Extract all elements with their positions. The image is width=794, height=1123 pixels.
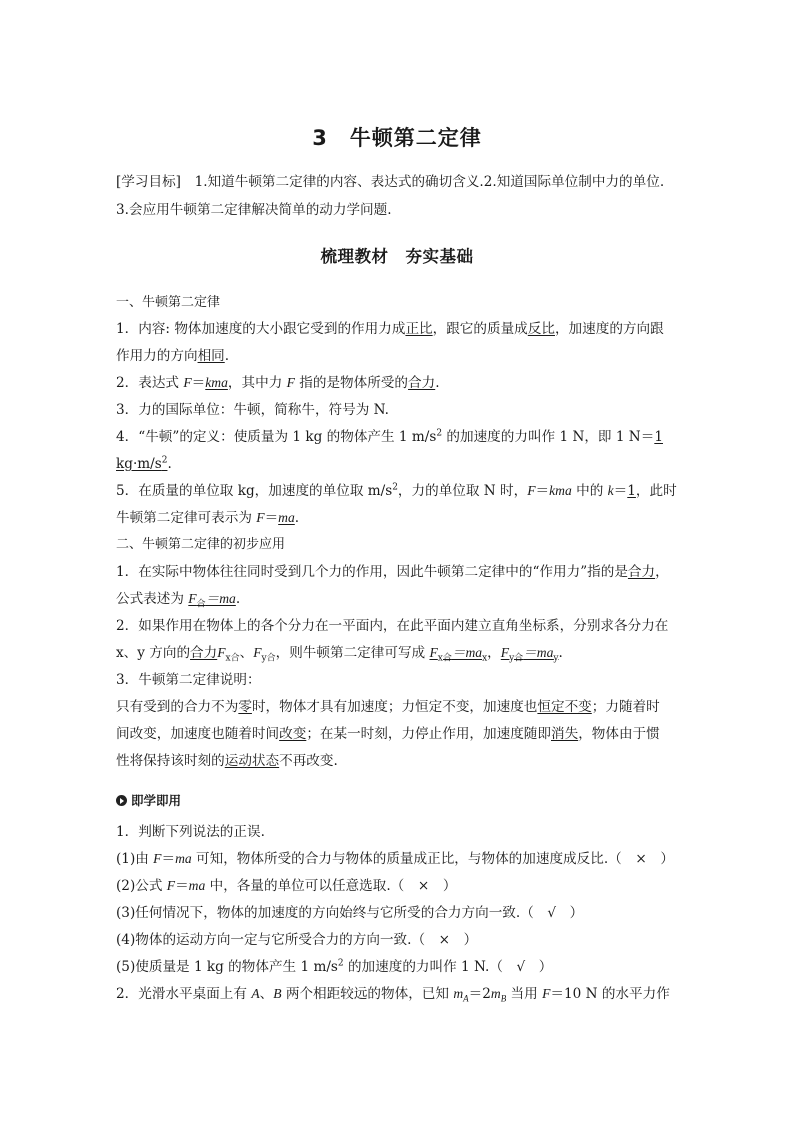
statement-3 [116, 904, 678, 922]
answer-blank: 消失 [551, 726, 579, 742]
text: . [294, 510, 300, 526]
part1-item1-line2 [116, 347, 678, 365]
text: . [435, 375, 440, 391]
symbol: kma [549, 483, 572, 498]
part2-item3-line3 [116, 752, 678, 770]
part2-item3-heading: 3．牛顿第二定律说明： [116, 672, 261, 688]
symbol: m [453, 986, 464, 1001]
page-title: 3 牛顿第二定律 [312, 126, 482, 150]
symbol: F [286, 375, 295, 390]
practice-heading: 即学即用 [131, 793, 182, 808]
symbol: F [500, 645, 510, 660]
text: ，其中力 [227, 375, 287, 391]
part1-item4-line1 [116, 428, 678, 446]
text: . [224, 348, 230, 364]
symbol: k [607, 483, 614, 498]
text: ；在某一时刻，力停止作用，加速度随即 [306, 726, 551, 742]
objectives-line-1 [116, 173, 678, 191]
answer-blank: 改变 [279, 726, 307, 742]
text: ， [655, 564, 669, 580]
part1-item2 [116, 374, 678, 392]
answer-blank [188, 591, 236, 610]
answer-blank: 1 [627, 483, 636, 499]
play-circle-icon [116, 795, 127, 806]
text: ＝ [191, 375, 206, 391]
text: 只有受到的合力不为 [116, 699, 239, 715]
answer-blank [116, 456, 167, 472]
answer-blank: 正比 [405, 321, 433, 337]
section-title: 梳理教材 夯实基础 [320, 247, 474, 266]
part1-item4-line2 [116, 455, 678, 473]
text: 间改变，加速度也随着时间 [116, 726, 280, 742]
text: . [235, 591, 241, 607]
statement-4 [116, 931, 678, 949]
text: 不再改变. [279, 753, 338, 769]
text: ＝ [161, 851, 176, 867]
part1-item1-line1 [116, 320, 678, 338]
part2-heading: 二、牛顿第二定律的初步应用 [116, 537, 286, 552]
text: 两个相距较远的物体，已知 [281, 986, 454, 1002]
symbol: F [183, 375, 192, 390]
text: ，力的单位取 N 时， [397, 483, 528, 499]
answer-blank: 合力 [627, 564, 656, 580]
text: 可知，物体所受的合力与物体的质量成正比，与物体的加速度成反比. [191, 851, 609, 867]
objectives-text-1: 1.知道牛顿第二定律的内容、表达式的确切含义.2.知道国际单位制中力的单位. [194, 174, 665, 190]
text: ＝ [613, 483, 628, 499]
text: (4)物体的运动方向一定与它所受合力的方向一致. [116, 932, 412, 948]
part2-item2-line2 [116, 644, 678, 662]
text: 2．表达式 [116, 375, 184, 391]
part2-item1-line1 [116, 563, 678, 581]
answer-mark: （ √ ） [520, 905, 584, 921]
symbol: ＝ma [451, 645, 483, 660]
part1-heading: 一、牛顿第二定律 [116, 295, 221, 310]
text: 1．在实际中物体往往同时受到几个力的作用，因此牛顿第二定律中的“作用力”指的是 [116, 564, 628, 580]
symbol: ma [175, 851, 192, 866]
answer-mark: （ × ） [390, 878, 457, 894]
text: (5)使质量是 1 kg 的物体产生 1 m/s [116, 959, 338, 975]
answer-blank: 合力 [408, 375, 436, 391]
text: ，跟它的质量成 [432, 321, 528, 337]
answer-mark: （ × ） [411, 932, 478, 948]
text: ，此时 [635, 483, 677, 499]
answer-blank: kma [205, 375, 228, 390]
text: 指的是物体所受的 [294, 375, 409, 391]
answer-blank: 零 [238, 699, 252, 715]
practice-q2 [116, 985, 678, 1003]
text: 1．内容: 物体加速度的大小跟它受到的作用力成 [116, 321, 406, 337]
symbol: ma [188, 878, 206, 893]
subscript: y合 [509, 653, 524, 664]
statement-1 [116, 850, 678, 868]
superscript: 2 [161, 455, 168, 466]
text: 当用 [506, 986, 543, 1002]
part2-item3-line2 [116, 725, 678, 743]
symbol: B [273, 986, 282, 1001]
text: 中，各量的单位可以任意选取. [205, 878, 391, 894]
practice-q1: 1．判断下列说法的正误. [116, 824, 265, 840]
text: ＝10 N 的水平力作 [550, 986, 670, 1002]
text: 作用力的方向 [116, 348, 198, 364]
part2-item2-line1: 2．如果作用在物体上的各个分力在一平面内，在此平面内建立直角坐标系，分别求各分力在 [116, 618, 669, 634]
subscript: x合 [437, 653, 452, 664]
symbol: F [527, 483, 536, 498]
subscript: y合 [261, 653, 276, 664]
symbol: m [490, 986, 501, 1001]
symbol: F [166, 878, 176, 893]
text: ，则牛顿第二定律可写成 [275, 645, 430, 661]
text: 4．“牛顿”的定义：使质量为 1 kg 的物体产生 1 m/s [116, 429, 437, 445]
symbol: ＝ma [523, 645, 554, 660]
symbol: F [188, 591, 197, 606]
practice-heading-row [116, 792, 678, 810]
subscript: B [500, 993, 507, 1004]
answer-mark: （ √ ） [489, 959, 553, 975]
statement-5 [116, 958, 678, 976]
text: (1)由 [116, 851, 154, 867]
answer-mark: （ × ） [608, 851, 674, 867]
superscript: 2 [337, 958, 344, 969]
symbol: F [153, 851, 162, 866]
answer-blank: 反比 [527, 321, 555, 337]
unit: kg·m/s [116, 456, 162, 472]
answer-blank: 1 [654, 429, 663, 445]
text: ，物体由于惯 [578, 726, 660, 742]
objectives-line-2: 3.会应用牛顿第二定律解决简单的动力学问题. [116, 202, 392, 218]
text: ＝ [264, 510, 279, 526]
text: 的加速度的力叫作 1 N，即 1 N＝ [442, 429, 655, 445]
symbol: F [542, 986, 551, 1001]
text: 性将保持该时刻的 [116, 753, 225, 769]
objectives-tag: [学习目标] [116, 174, 181, 190]
part2-item1-line2 [116, 590, 678, 608]
symbol: F [429, 645, 438, 660]
answer-blank [429, 645, 488, 664]
part1-item5-line1 [116, 482, 678, 500]
subscript: 合 [196, 599, 206, 610]
symbol: ＝ma [205, 591, 236, 606]
answer-blank: 运动状态 [224, 753, 280, 769]
answer-blank: 相同 [197, 348, 225, 364]
part2-item3-line1 [116, 698, 678, 716]
text: ＝ [535, 483, 550, 499]
text: 的加速度的力叫作 1 N. [343, 959, 490, 975]
text: 公式表述为 [116, 591, 189, 607]
answer-blank [500, 645, 559, 664]
text: . [558, 645, 563, 661]
answer-blank: 合力 [190, 645, 218, 661]
symbol: A [251, 986, 260, 1001]
text: 、 [239, 645, 254, 661]
text: x、y 方向的 [116, 645, 191, 661]
text: 2．光滑水平桌面上有 [116, 986, 252, 1002]
text: 5．在质量的单位取 kg，加速度的单位取 m/s [116, 483, 393, 499]
text: ，加速度的方向跟 [554, 321, 664, 337]
text: (2)公式 [116, 878, 167, 894]
symbol: F [253, 645, 262, 660]
text: 牛顿第二定律可表示为 [116, 510, 257, 526]
symbol: F [217, 645, 226, 660]
text: (3)任何情况下，物体的加速度的方向始终与它所受的合力方向一致. [116, 905, 521, 921]
text: 、 [259, 986, 274, 1002]
symbol: F [256, 510, 265, 525]
answer-blank: ma [278, 510, 295, 525]
text: ＝2 [468, 986, 491, 1002]
statement-2 [116, 877, 678, 895]
text: ；力随着时 [591, 699, 660, 715]
subscript: y [553, 653, 559, 664]
text: ＝ [175, 878, 189, 894]
text: ， [487, 645, 501, 661]
text: 中的 [571, 483, 608, 499]
subscript: x [482, 653, 488, 664]
part1-item5-line2 [116, 509, 678, 527]
text: 时，物体才具有加速度；力恒定不变，加速度也 [251, 699, 538, 715]
answer-blank: 恒定不变 [537, 699, 592, 715]
subscript: x合 [225, 653, 240, 664]
subscript: A [463, 993, 469, 1004]
superscript: 2 [392, 482, 398, 493]
superscript: 2 [436, 428, 443, 439]
text: . [167, 456, 172, 472]
part1-item3: 3．力的国际单位：牛顿，简称牛，符号为 N. [116, 402, 390, 418]
